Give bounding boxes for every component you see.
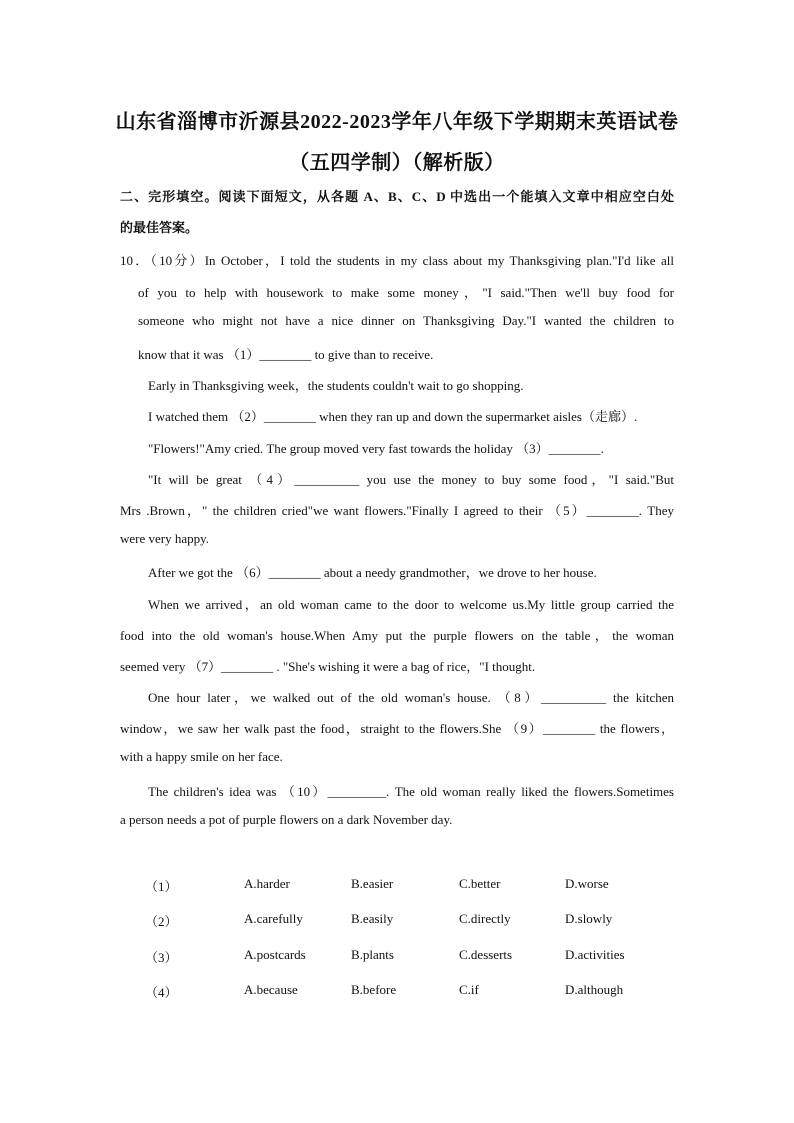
option-c: C.better [459, 876, 501, 891]
passage-line: were very happy. [120, 531, 210, 546]
passage-line: window，we saw her walk past the food，straight to the flowers.She （9）________ the flowers， [120, 721, 674, 736]
passage-line: One hour later，we walked out of the old woman's house. （8）__________ the kitchen [148, 690, 674, 705]
passage-line: know that it was （1）________ to give than to receive. [138, 347, 434, 362]
question-number: （1） [145, 879, 178, 894]
option-d: D.activities [565, 947, 625, 962]
option-b: B.easier [351, 876, 394, 891]
option-a: A.because [244, 982, 298, 997]
passage-line: Mrs .Brown，" the children cried"we want flowers."Finally I agreed to their （5）________. They [120, 503, 674, 518]
passage-line: a person needs a pot of purple flowers on a dark November day. [120, 812, 453, 827]
option-a: A.postcards [244, 947, 306, 962]
passage-line: 10．（10分）In October，I told the students in my class about my Thanksgiving plan."I'd like all [120, 253, 674, 268]
passage-line: After we got the （6）________ about a needy grandmother，we drove to her house. [148, 565, 597, 580]
section-instruction-line1: 二、完形填空。阅读下面短文，从各题 A、B、C、D 中选出一个能填入文章中相应空白处 [120, 189, 674, 204]
option-d: D.slowly [565, 911, 613, 926]
passage-line: "Flowers!"Amy cried. The group moved very fast towards the holiday （3）________. [148, 441, 604, 456]
question-number: （2） [145, 914, 178, 929]
passage-line: seemed very （7）________ . "She's wishing it were a bag of rice，"I thought. [120, 659, 536, 674]
section-instruction-line2: 的最佳答案。 [120, 220, 199, 235]
passage-line: I watched them （2）________ when they ran up and down the supermarket aisles（走廊）. [148, 409, 638, 424]
question-number: （3） [145, 950, 178, 965]
exam-title-line2: （五四学制）（解析版） [289, 152, 505, 174]
passage-line: of you to help with housework to make some money，"I said."Then we'll buy food for [138, 285, 674, 300]
passage-line: with a happy smile on her face. [120, 749, 283, 764]
passage-line: someone who might not have a nice dinner on Thanksgiving Day."I wanted the children to [138, 313, 674, 328]
option-d: D.worse [565, 876, 609, 891]
passage-line: The children's idea was （10）_________. The old woman really liked the flowers.Sometimes [148, 784, 674, 799]
question-number: （4） [145, 985, 178, 1000]
option-b: B.plants [351, 947, 394, 962]
option-c: C.if [459, 982, 479, 997]
passage-line: Early in Thanksgiving week，the students couldn't wait to go shopping. [148, 378, 524, 393]
option-c: C.directly [459, 911, 511, 926]
option-b: B.easily [351, 911, 394, 926]
option-c: C.desserts [459, 947, 513, 962]
exam-title-line1: 山东省淄博市沂源县2022-2023学年八年级下学期期末英语试卷 [115, 111, 679, 133]
passage-line: food into the old woman's house.When Amy put the purple flowers on the table，the woman [120, 628, 674, 643]
passage-line: When we arrived，an old woman came to the door to welcome us.My little group carried the [148, 597, 674, 612]
passage-line: "It will be great （4）__________ you use the money to buy some food，"I said."But [148, 472, 674, 487]
option-a: A.carefully [244, 911, 303, 926]
option-a: A.harder [244, 876, 290, 891]
option-d: D.although [565, 982, 624, 997]
option-b: B.before [351, 982, 397, 997]
